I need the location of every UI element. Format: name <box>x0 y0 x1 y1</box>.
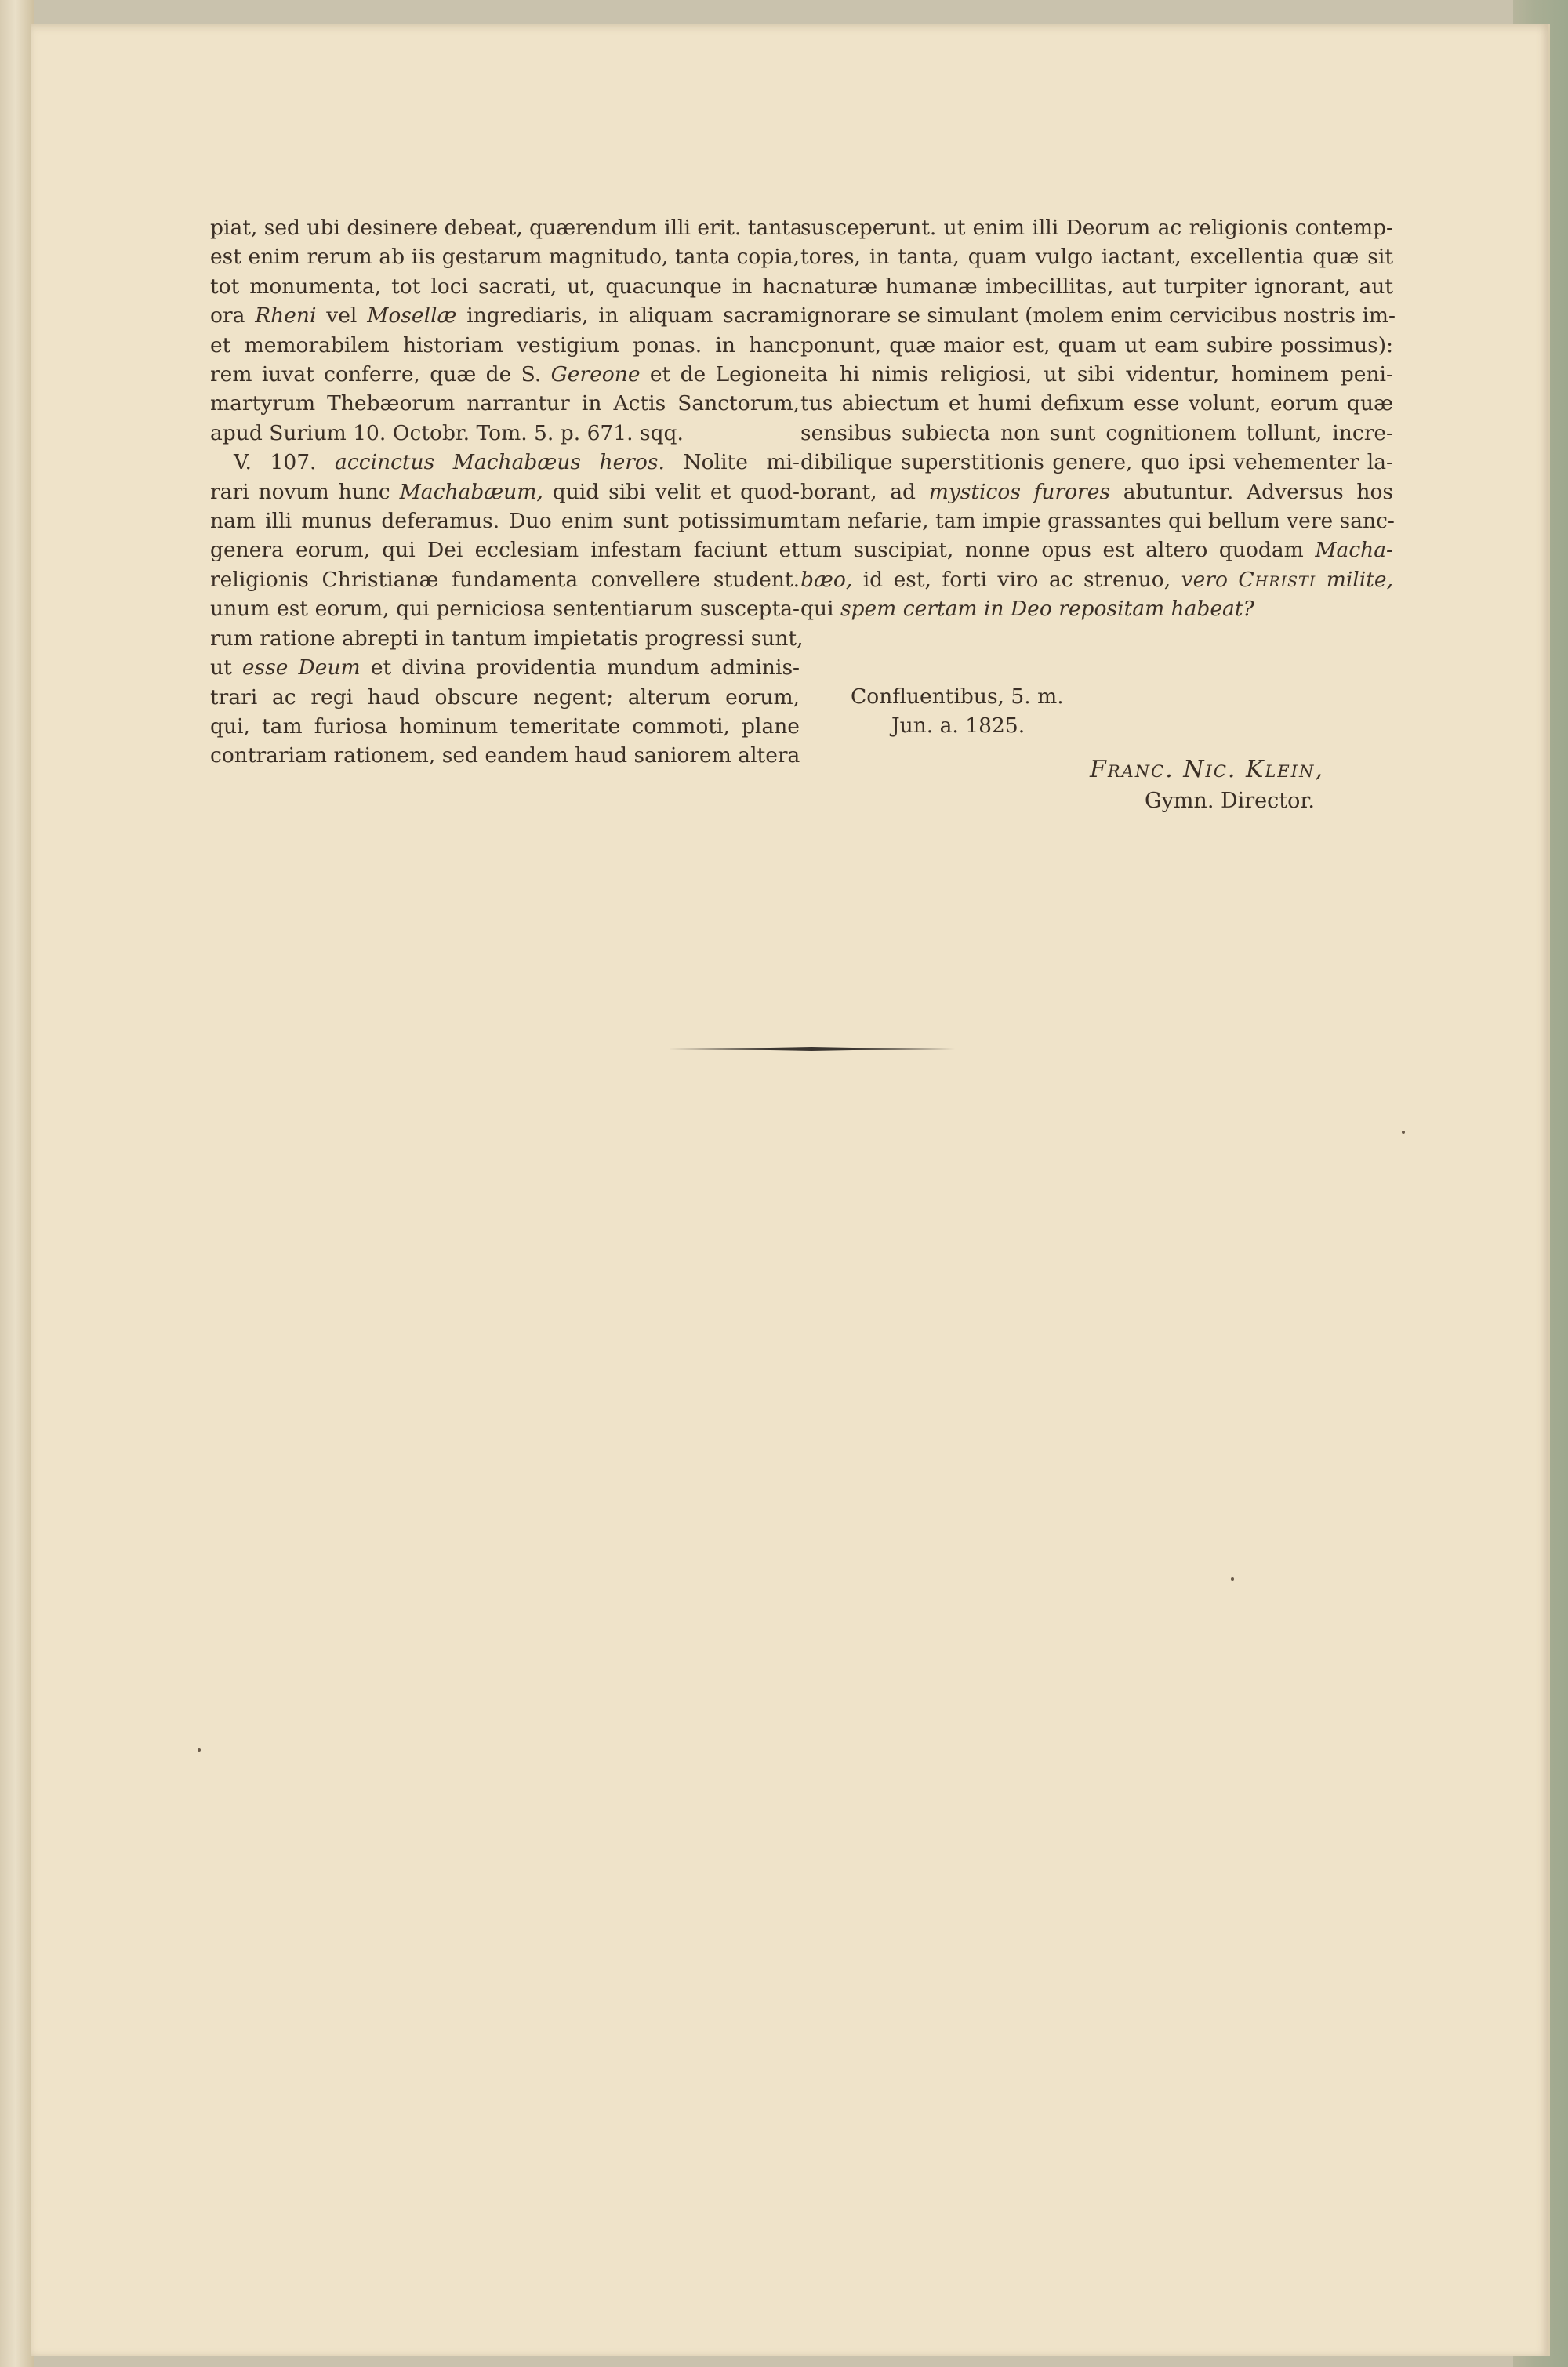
text-line: qui, tam furiosa hominum temeritate commoti, plane <box>210 713 800 739</box>
text-line: naturæ humanæ imbecillitas, aut turpiter ignorant, aut <box>800 274 1393 299</box>
text-line: qui spem certam in Deo repositam habeat? <box>800 597 1254 622</box>
text-column-right <box>800 213 1396 624</box>
paper-speck <box>198 1748 201 1752</box>
binding-gutter <box>0 0 34 2367</box>
text-line: tot monumenta, tot loci sacrati, ut, quacunque in hac <box>210 274 800 299</box>
text-line: dibilique superstitionis genere, quo ipsi vehementer la- <box>800 450 1393 475</box>
paper-speck <box>1231 1577 1234 1581</box>
text-line: ponunt, quæ maior est, quam ut eam subire possimus): <box>800 332 1393 358</box>
text-line: nam illi munus deferamus. Duo enim sunt potissimum <box>210 509 800 534</box>
text-line: rem iuvat conferre, quæ de S. Gereone et de Legione <box>210 362 800 387</box>
text-line: trari ac regi haud obscure negent; alterum eorum, <box>210 684 800 710</box>
text-line: martyrum Thebæorum narrantur in Actis Sanctorum, <box>210 391 800 416</box>
section-divider-rule <box>668 1047 955 1051</box>
text-line: genera eorum, qui Dei ecclesiam infestam faciunt et <box>210 538 800 563</box>
text-line: ignorare se simulant (molem enim cervicibus nostris im- <box>800 303 1396 329</box>
text-line: piat, sed ubi desinere debeat, quærendum illi erit. tanta <box>210 216 803 240</box>
text-line: V. 107. accinctus Machabæus heros. Nolite mi- <box>234 450 800 475</box>
author-title: Gymn. Director. <box>1145 789 1315 813</box>
dateline-date: Jun. a. 1825. <box>891 713 1025 739</box>
text-line: apud Surium 10. Octobr. Tom. 5. p. 671. sqq. <box>210 420 684 445</box>
text-line: et memorabilem historiam vestigium ponas. in hanc <box>210 332 800 358</box>
text-line: bæo, id est, forti viro ac strenuo, vero Christi milite, <box>800 567 1394 592</box>
dateline <box>851 682 1064 741</box>
text-line: ora Rheni vel Mosellæ ingrediaris, in aliquam sacram <box>210 303 800 329</box>
text-line: est enim rerum ab iis gestarum magnitudo, tanta copia, <box>210 245 800 270</box>
text-line: unum est eorum, qui perniciosa sententiarum suscepta- <box>210 597 800 622</box>
paper-speck <box>1402 1131 1405 1134</box>
text-line: sensibus subiecta non sunt cognitionem tollunt, incre- <box>800 420 1393 445</box>
text-line: religionis Christianæ fundamenta convellere student. <box>210 567 800 592</box>
text-line: contrariam rationem, sed eandem haud saniorem altera <box>210 743 800 768</box>
text-line: tam nefarie, tam impie grassantes qui bellum vere sanc- <box>800 509 1395 534</box>
text-line: borant, ad mysticos furores abutuntur. Adversus hos <box>800 479 1394 504</box>
signature-block <box>1090 754 1324 817</box>
text-line: susceperunt. ut enim illi Deorum ac religionis contemp- <box>800 216 1393 240</box>
text-line: ut esse Deum et divina providentia mundum adminis- <box>210 655 800 681</box>
text-line: rari novum hunc Machabæum, quid sibi velit et quod- <box>210 479 800 504</box>
text-line: ita hi nimis religiosi, ut sibi videntur, hominem peni- <box>800 362 1393 387</box>
text-line: tum suscipiat, nonne opus est altero quodam Macha- <box>800 538 1393 563</box>
text-line: tores, in tanta, quam vulgo iactant, excellentia quæ sit <box>800 245 1393 270</box>
text-line: tus abiectum et humi defixum esse volunt, eorum quæ <box>800 391 1393 416</box>
author-name: Franc. Nic. Klein, <box>1090 756 1324 783</box>
text-line: rum ratione abrepti in tantum impietatis progressi sunt, <box>210 626 804 651</box>
text-column-left <box>210 213 804 771</box>
dateline-place: Confluentibus, 5. m. <box>851 684 1064 709</box>
